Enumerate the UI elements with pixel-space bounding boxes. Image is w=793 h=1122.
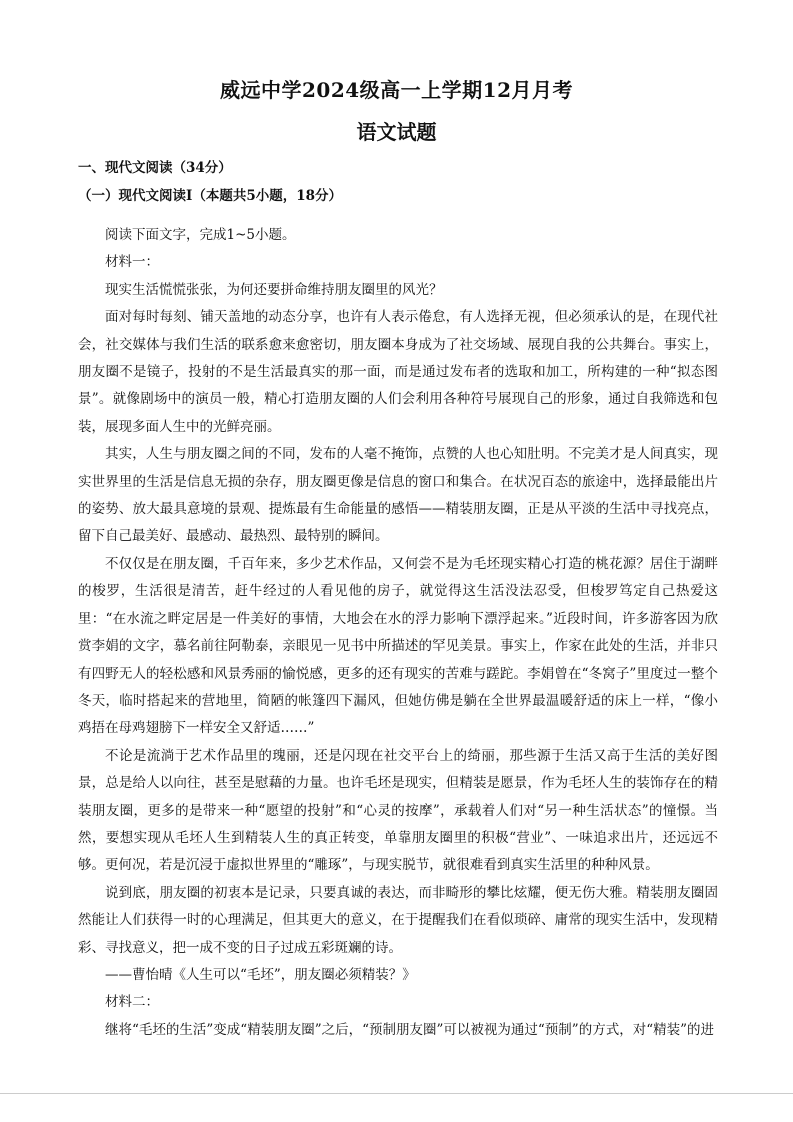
- paragraph: 不仅仅是在朋友圈，千百年来，多少艺术作品，又何尝不是为毛坯现实精心打造的桃花源？居住于湖畔的梭罗，生活很是清苦，赶牛经过的人看见他的房子，就觉得这生活没法忍受，但梭罗笃定自己热爱这里：“在水流之畔定居是一件美好的事情，大地会在水的浮力影响下漂浮起来。”近段时间，许多游客因为欣赏李娟的文字，慕名前往阿勒泰，亲眼见一见书中所描述的罕见美景。事实上，作家在此处的生活，并非只有四野无人的轻松感和风景秀丽的愉悦感，更多的还有现实的苦难与蹉跎。李娟曾在“冬窝子”里度过一整个冬天，临时搭起来的营地里，简陋的帐篷四下漏风，但她仿佛是躺在全世界最温暖舒适的床上一样，“像小鸡捂在母鸡翅膀下一样安全又舒适……”: [78, 555, 718, 737]
- paragraph: 其实，人生与朋友圈之间的不同，发布的人毫不掩饰，点赞的人也心知肚明。不完美才是人间真实，现实世界里的生活是信息无损的杂存，朋友圈更像是信息的窗口和集合。在状况百态的旅途中，选择最能出片的姿势、放大最具意境的景观、提炼最有生命能量的感悟——精装朋友圈，正是从平淡的生活中寻找亮点，留下自己最美好、最感动、最热烈、最特别的瞬间。: [78, 446, 718, 545]
- source-citation: ——曹怡晴《人生可以“毛坯”，朋友圈必须精装？》: [105, 966, 416, 983]
- material-label: 材料二：: [105, 994, 159, 1011]
- reading-passage: [78, 222, 718, 1044]
- paragraph: 说到底，朋友圈的初衷本是记录，只要真诚的表达，而非畸形的攀比炫耀，便无伤大雅。精装朋友圈固然能让人们获得一时的心理满足，但其更大的意义，在于提醒我们在看似琐碎、庸常的现实生活中，发现精彩、寻找意义，把一成不变的日子过成五彩斑斓的诗。: [78, 884, 718, 956]
- section-heading: 一、现代文阅读（34分）: [78, 160, 232, 176]
- paragraph: 继将“毛坯的生活”变成“精装朋友圈”之后，“预制朋友圈”可以被视为通过“预制”的方式，对“精装”的进: [105, 1021, 715, 1038]
- exam-title: 威远中学2024级高一上学期12月月考: [220, 78, 573, 102]
- instruction: 阅读下面文字，完成1~5小题。: [105, 227, 296, 243]
- paragraph: 现实生活慌慌张张，为何还要拼命维持朋友圈里的风光？: [105, 281, 443, 298]
- paragraph: 面对每时每刻、铺天盖地的动态分享，也许有人表示倦怠，有人选择无视，但必须承认的是，在现代社会，社交媒体与我们生活的联系愈来愈密切，朋友圈本身成为了社交场域、展现自我的公共舞台。事实上，朋友圈不是镜子，投射的不是生活最真实的那一面，而是通过发布者的选取和加工，所构建的一种“拟态图景”。就像剧场中的演员一般，精心打造朋友圈的人们会利用各种符号展现自己的形象，通过自我筛选和包装，展现多面人生中的光鲜亮丽。: [78, 309, 718, 435]
- page-bottom-divider: [0, 1093, 793, 1094]
- subsection-heading: （一）现代文阅读Ⅰ（本题共5小题，18分）: [78, 188, 342, 204]
- material-label: 材料一：: [105, 254, 159, 271]
- paragraph: 不论是流淌于艺术作品里的瑰丽，还是闪现在社交平台上的绮丽，那些源于生活又高于生活的美好图景，总是给人以向往，甚至是慰藉的力量。也许毛坯是现实，但精装是愿景，作为毛坯人生的装饰存在的精装朋友圈，更多的是带来一种“愿望的投射”和“心灵的按摩”，承载着人们对“另一种生活状态”的憧憬。当然，要想实现从毛坯人生到精装人生的真正转变，单靠朋友圈里的积极“营业”、一味追求出片，还远远不够。更何况，若是沉浸于虚拟世界里的“雕琢”，与现实脱节，就很难看到真实生活里的种种风景。: [78, 747, 718, 874]
- exam-subtitle: 语文试题: [356, 120, 437, 144]
